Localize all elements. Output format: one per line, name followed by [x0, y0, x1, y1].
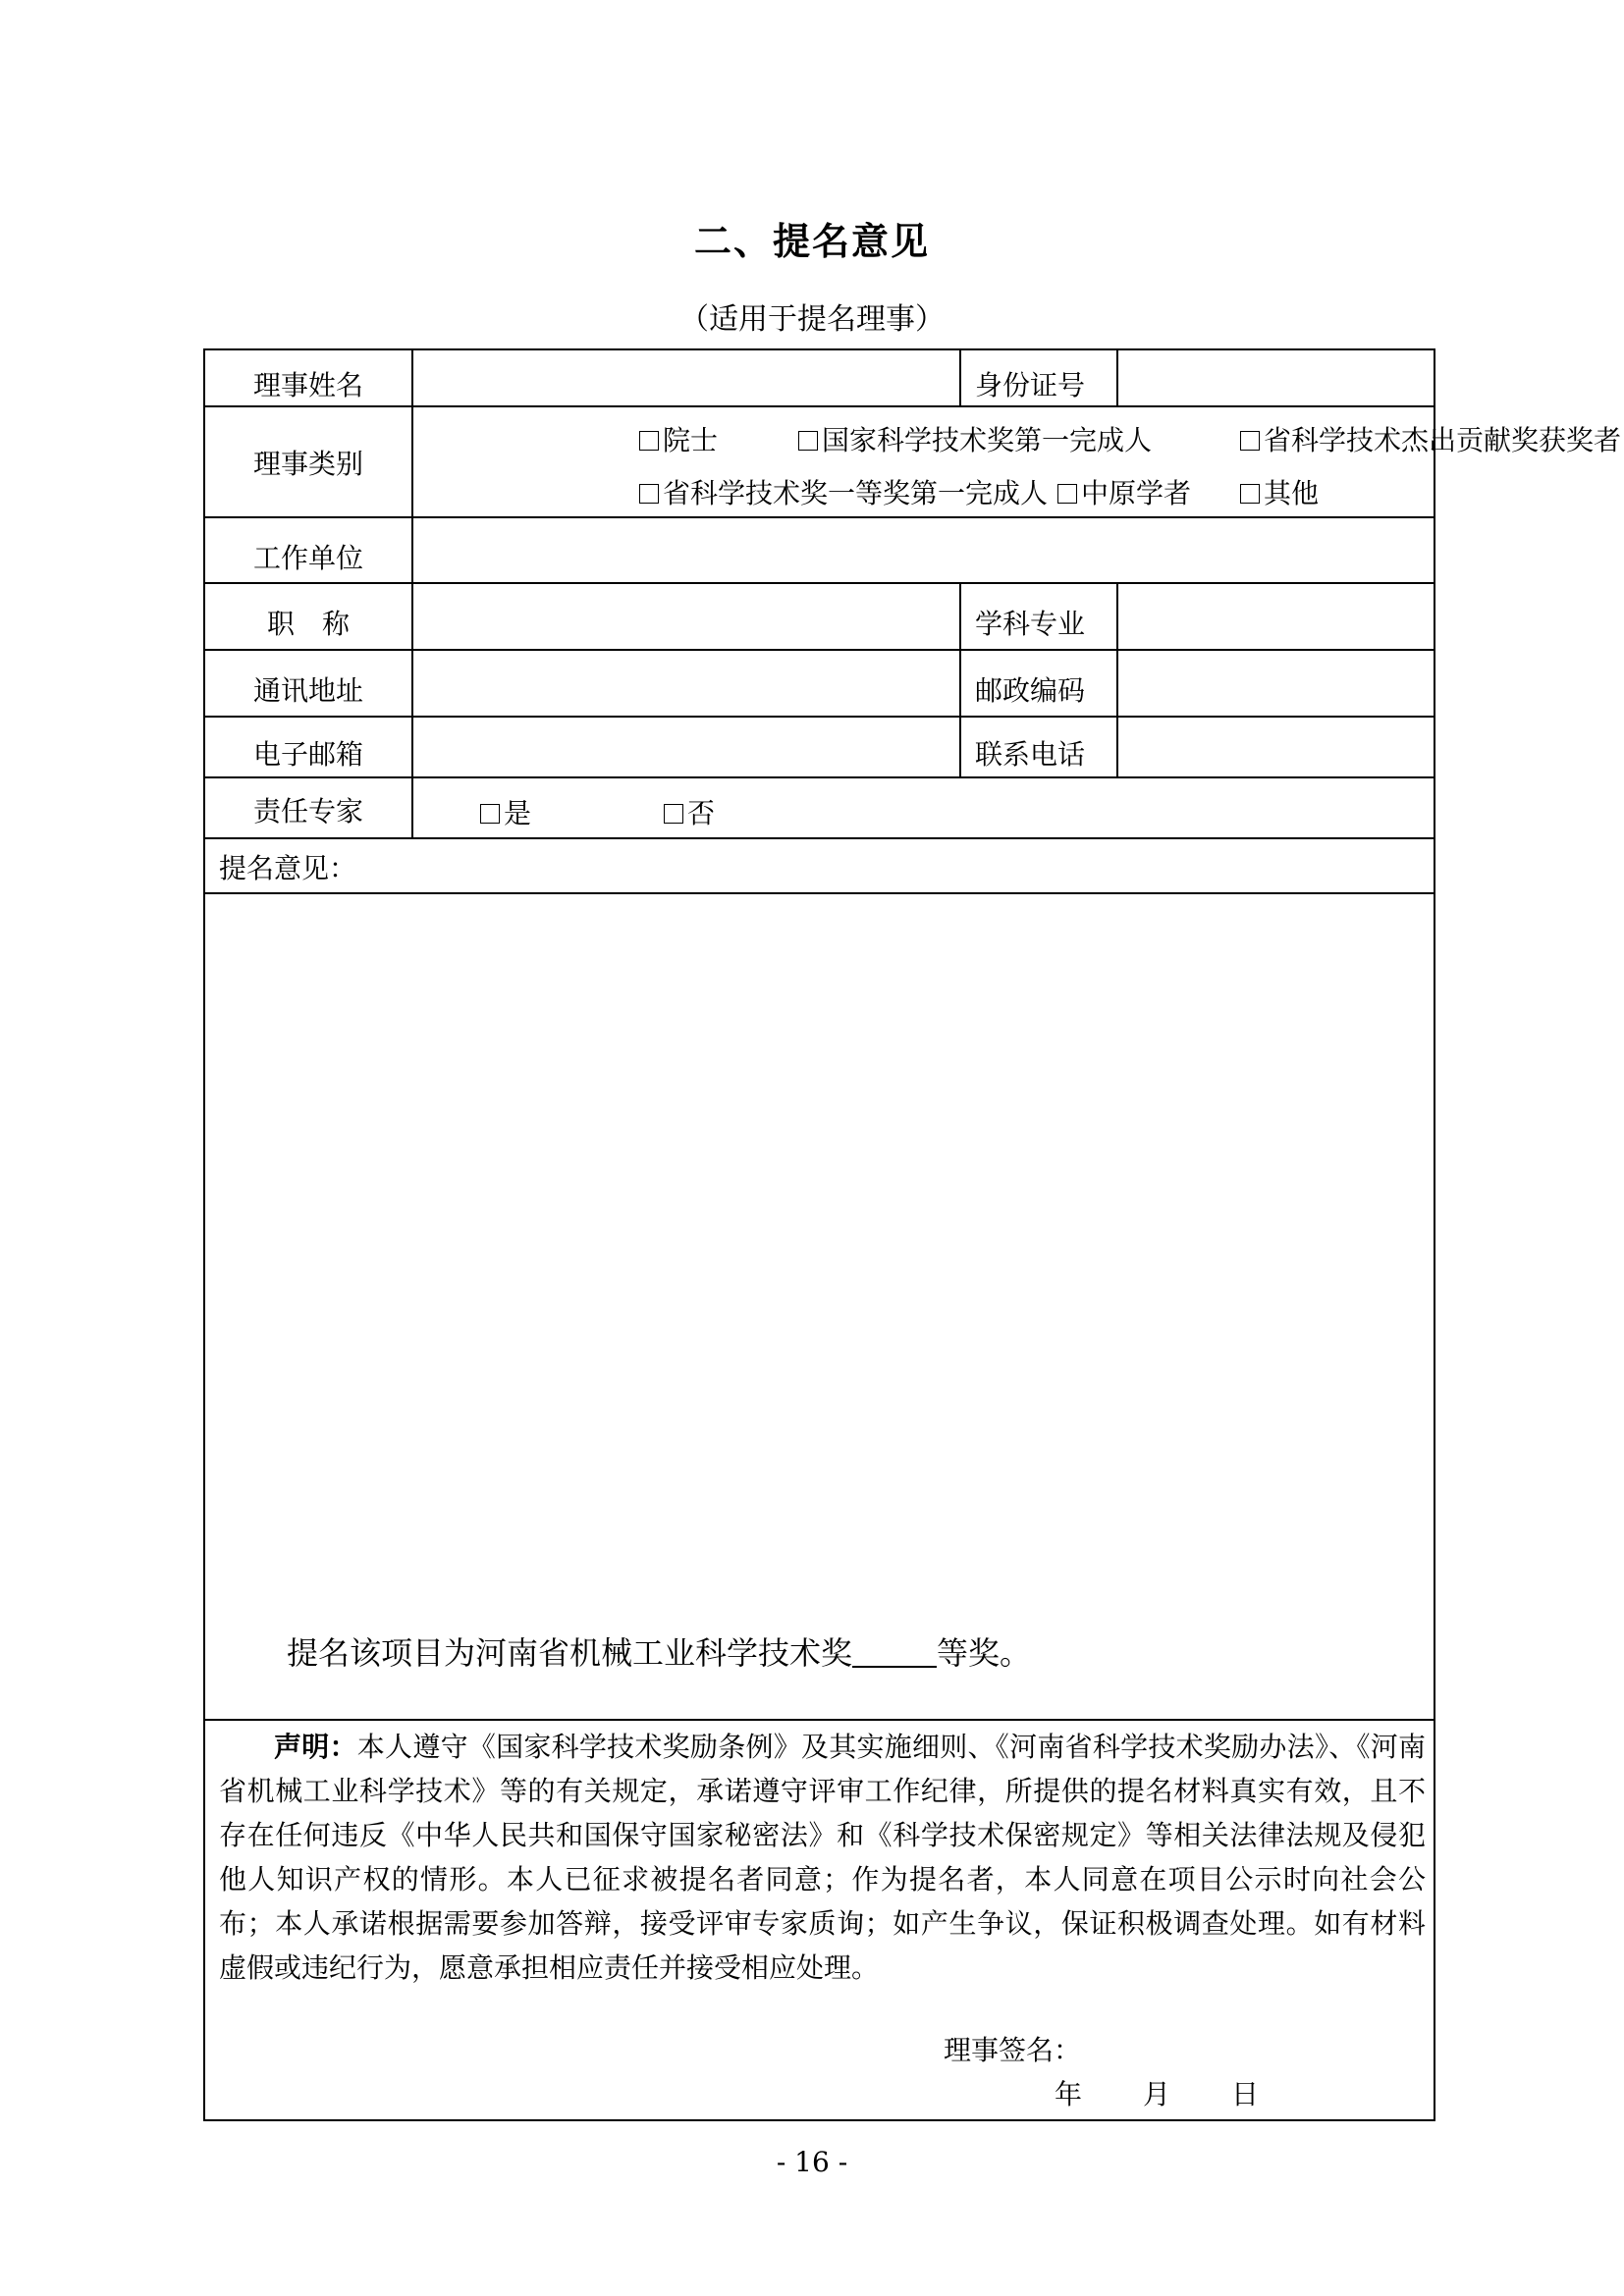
declaration-paragraph	[219, 1725, 1426, 1990]
declaration-text: 本人遵守《国家科学技术奖励条例》及其实施细则、《河南省科学技术奖励办法》、《河南省机械工业科学技术》等的有关规定，承诺遵守评审工作纪律，所提供的提名材料真实有效，且不存在任何违反《中华人民共和国保守国家秘密法》和《科学技术保密规定》等相关法律法规及侵犯他人知识产权的情形。本人已征求被提名者同意；作为提名者，本人同意在项目公示时向社会公布；本人承诺根据需要参加答辩，接受评审专家质询；如产生争议，保证积极调查处理。如有材料虚假或违纪行为，愿意承担相应责任并接受相应处理。	[219, 1731, 1426, 1984]
category-option-other[interactable]: 其他	[1240, 472, 1319, 511]
signature-label: 理事签名：	[944, 2034, 1082, 2066]
email-field[interactable]	[412, 717, 960, 777]
expert-option-yes[interactable]: 是	[480, 792, 531, 831]
checkbox-icon	[798, 431, 818, 451]
row-address-postcode	[204, 650, 1435, 717]
page-title: 二、提名意见	[693, 220, 930, 263]
row-title-discipline	[204, 583, 1435, 650]
postcode-label: 邮政编码	[960, 650, 1117, 717]
address-label: 通讯地址	[204, 650, 412, 717]
nomination-opinion-area[interactable]	[204, 893, 1435, 1720]
phone-label: 联系电话	[960, 717, 1117, 777]
discipline-field[interactable]	[1117, 583, 1435, 650]
checkbox-icon	[480, 804, 500, 824]
email-label: 电子邮箱	[204, 717, 412, 777]
checkbox-icon	[1240, 484, 1260, 504]
checkbox-icon	[664, 804, 683, 824]
checkbox-icon	[639, 431, 659, 451]
nomination-label: 提名意见：	[204, 838, 1435, 893]
row-name-id	[204, 349, 1435, 406]
category-option-central-plains-scholar[interactable]: 中原学者	[1057, 472, 1191, 511]
row-email-phone	[204, 717, 1435, 777]
category-options	[412, 406, 1622, 517]
id-label: 身份证号	[960, 349, 1117, 406]
title-field[interactable]	[412, 583, 960, 650]
expert-option-no[interactable]: 否	[664, 792, 715, 831]
declaration-heading: 声明：	[274, 1731, 357, 1763]
category-label: 理事类别	[204, 406, 412, 517]
signature-date	[1055, 2072, 1320, 2116]
name-label: 理事姓名	[204, 349, 412, 406]
checkbox-icon	[639, 484, 659, 504]
row-nomination-body	[204, 893, 1435, 1720]
id-field[interactable]	[1117, 349, 1435, 406]
nomination-statement: 提名该项目为河南省机械工业科学技术奖 等奖。	[287, 1634, 1032, 1672]
checkbox-icon	[1240, 431, 1260, 451]
expert-options	[412, 777, 1435, 838]
date-year-label: 年	[1055, 2078, 1083, 2110]
page-number: - 16 -	[776, 2146, 848, 2178]
name-field[interactable]	[412, 349, 960, 406]
work-unit-field[interactable]	[412, 517, 1435, 583]
category-option-academician[interactable]: 院士	[639, 419, 718, 458]
expert-label: 责任专家	[204, 777, 412, 838]
category-option-provincial-first-prize[interactable]: 省科学技术奖一等奖第一完成人	[639, 472, 1048, 511]
address-field[interactable]	[412, 650, 960, 717]
declaration-area	[204, 1720, 1435, 2120]
postcode-field[interactable]	[1117, 650, 1435, 717]
discipline-label: 学科专业	[960, 583, 1117, 650]
title-label: 职 称	[204, 583, 412, 650]
category-option-provincial-outstanding[interactable]: 省科学技术杰出贡献奖获奖者	[1240, 419, 1621, 458]
nomination-form	[203, 348, 1622, 2121]
row-responsible-expert	[204, 777, 1435, 838]
row-declaration	[204, 1720, 1435, 2120]
row-category	[204, 406, 1435, 517]
work-unit-label: 工作单位	[204, 517, 412, 583]
phone-field[interactable]	[1117, 717, 1435, 777]
date-day-label: 日	[1231, 2078, 1260, 2110]
award-level-blank[interactable]	[852, 1638, 937, 1668]
row-work-unit	[204, 517, 1435, 583]
page-subtitle: （适用于提名理事）	[679, 302, 945, 337]
date-month-label: 月	[1143, 2078, 1171, 2110]
checkbox-icon	[1057, 484, 1077, 504]
row-nomination-label	[204, 838, 1435, 893]
category-option-national-award[interactable]: 国家科学技术奖第一完成人	[798, 419, 1152, 458]
